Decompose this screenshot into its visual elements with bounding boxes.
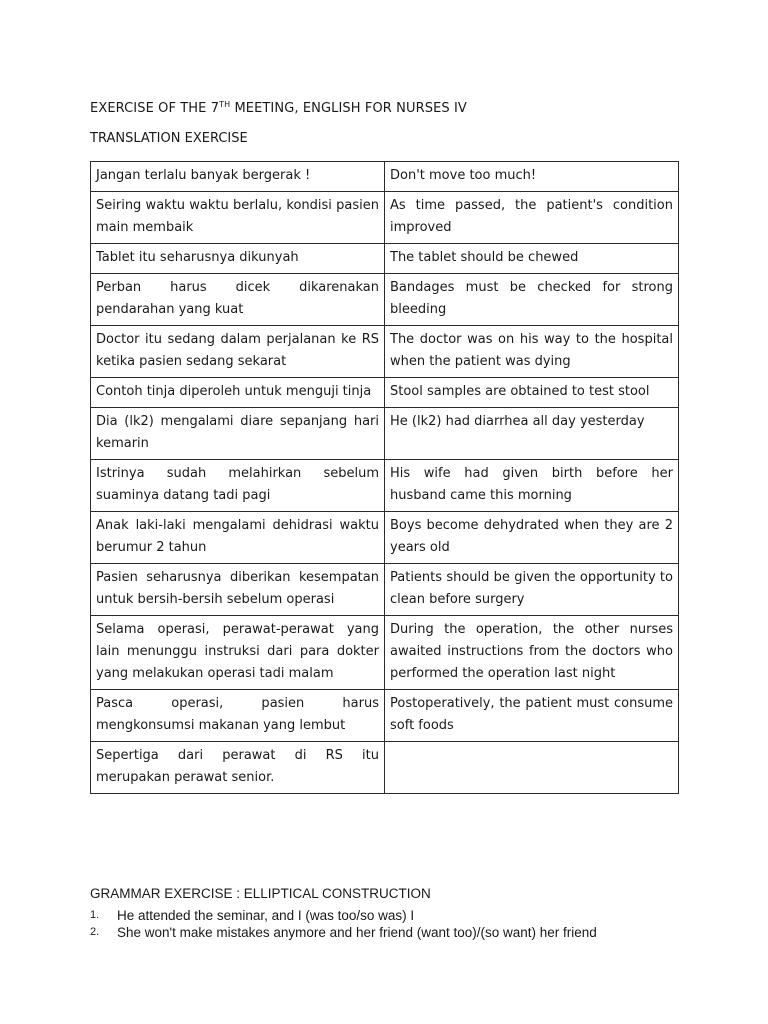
indonesian-cell: Jangan terlalu banyak bergerak ! <box>91 162 385 192</box>
list-item-number: 1. <box>90 909 100 921</box>
indonesian-cell: Anak laki-laki mengalami dehidrasi waktu berumur 2 tahun <box>91 512 385 564</box>
indonesian-cell: Istrinya sudah melahirkan sebelum suaminya datang tadi pagi <box>91 460 385 512</box>
table-row <box>91 244 679 274</box>
english-cell-empty <box>385 742 679 794</box>
english-cell: His wife had given birth before her husband came this morning <box>385 460 679 512</box>
english-cell: Stool samples are obtained to test stool <box>385 378 679 408</box>
list-item-text: She won't make mistakes anymore and her friend (want too)/(so want) her friend <box>117 925 597 940</box>
list-item <box>90 907 597 924</box>
english-cell: Postoperatively, the patient must consume soft foods <box>385 690 679 742</box>
section-title-translation: TRANSLATION EXERCISE <box>90 131 248 146</box>
title-text-end: MEETING, ENGLISH FOR NURSES IV <box>230 101 467 116</box>
list-item-text: He attended the seminar, and I (was too/so was) I <box>117 908 415 923</box>
table-row <box>91 408 679 460</box>
indonesian-cell: Dia (lk2) mengalami diare sepanjang hari kemarin <box>91 408 385 460</box>
indonesian-cell: Sepertiga dari perawat di RS itu merupakan perawat senior. <box>91 742 385 794</box>
table-row <box>91 564 679 616</box>
english-cell: Boys become dehydrated when they are 2 years old <box>385 512 679 564</box>
english-cell: During the operation, the other nurses awaited instructions from the doctors who performed the operation last night <box>385 616 679 690</box>
english-cell: Patients should be given the opportunity to clean before surgery <box>385 564 679 616</box>
table-row <box>91 742 679 794</box>
indonesian-cell: Selama operasi, perawat-perawat yang lain menunggu instruksi dari para dokter yang melakukan operasi tadi malam <box>91 616 385 690</box>
title-superscript: TH <box>219 100 231 109</box>
table-row <box>91 460 679 512</box>
list-item <box>90 924 597 941</box>
translation-table <box>90 161 679 794</box>
indonesian-cell: Contoh tinja diperoleh untuk menguji tinja <box>91 378 385 408</box>
english-cell: Don't move too much! <box>385 162 679 192</box>
english-cell: The doctor was on his way to the hospital when the patient was dying <box>385 326 679 378</box>
table-row <box>91 616 679 690</box>
table-row <box>91 162 679 192</box>
table-row <box>91 690 679 742</box>
grammar-list <box>90 907 597 941</box>
section-title-grammar: GRAMMAR EXERCISE : ELLIPTICAL CONSTRUCTION <box>90 886 431 901</box>
english-cell: The tablet should be chewed <box>385 244 679 274</box>
english-cell: Bandages must be checked for strong bleeding <box>385 274 679 326</box>
indonesian-cell: Doctor itu sedang dalam perjalanan ke RS ketika pasien sedang sekarat <box>91 326 385 378</box>
title-text-start: EXERCISE OF THE 7 <box>90 101 220 116</box>
table-row <box>91 192 679 244</box>
table-row <box>91 378 679 408</box>
list-item-number: 2. <box>90 926 100 938</box>
indonesian-cell: Perban harus dicek dikarenakan pendarahan yang kuat <box>91 274 385 326</box>
table-row <box>91 274 679 326</box>
english-cell: He (lk2) had diarrhea all day yesterday <box>385 408 679 460</box>
table-row <box>91 326 679 378</box>
indonesian-cell: Pasien seharusnya diberikan kesempatan untuk bersih-bersih sebelum operasi <box>91 564 385 616</box>
english-cell: As time passed, the patient's condition improved <box>385 192 679 244</box>
table-row <box>91 512 679 564</box>
page-title <box>90 101 467 116</box>
indonesian-cell: Seiring waktu waktu berlalu, kondisi pasien main membaik <box>91 192 385 244</box>
indonesian-cell: Pasca operasi, pasien harus mengkonsumsi makanan yang lembut <box>91 690 385 742</box>
indonesian-cell: Tablet itu seharusnya dikunyah <box>91 244 385 274</box>
